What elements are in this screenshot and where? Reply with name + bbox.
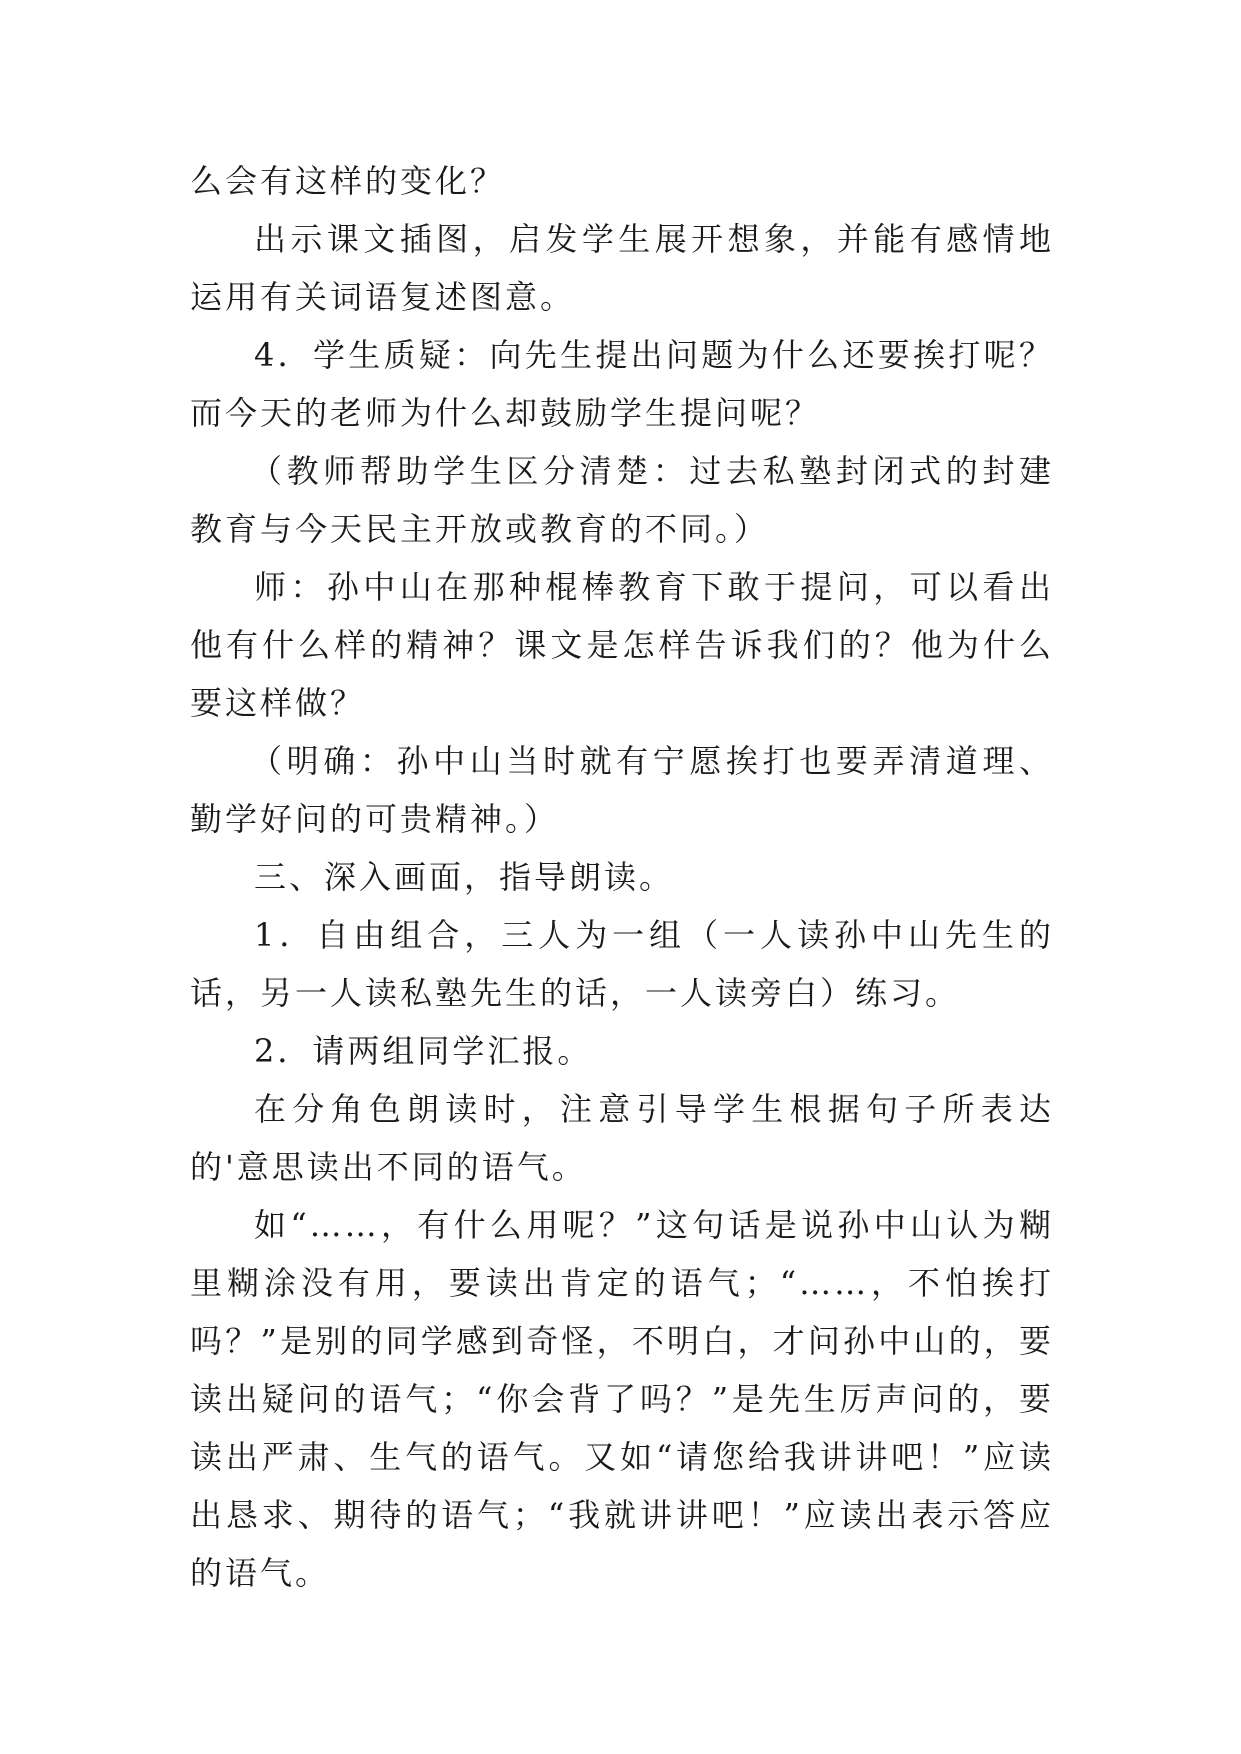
paragraph-role-reading: 在分角色朗读时，注意引导学生根据句子所表达的'意思读出不同的语气。 xyxy=(190,1090,1054,1186)
paragraph-tone-examples: 如“……，有什么用呢？”这句话是说孙中山认为糊里糊涂没有用，要读出肯定的语气；“……，不怕挨打吗？”是别的同学感到奇怪，不明白，才问孙中山的，要读出疑问的语气；“你会背了吗？”是先生厉声问的，要读出严肃、生气的语气。又如“请您给我讲讲吧！”应读出恳求、期待的语气；“我就讲讲吧！”应读出表示答应的语气。 xyxy=(190,1206,1054,1592)
paragraph-continuation: 么会有这样的变化？ xyxy=(190,162,506,200)
paragraph-teacher-question: 师：孙中山在那种棍棒教育下敢于提问，可以看出他有什么样的精神？课文是怎样告诉我们的？他为什么要这样做？ xyxy=(190,568,1054,722)
paragraph-step-2: 2．请两组同学汇报。 xyxy=(254,1032,593,1070)
paragraph-student-questions: 4．学生质疑：向先生提出问题为什么还要挨打呢？而今天的老师为什么却鼓励学生提问呢？ xyxy=(190,336,1054,432)
document-body xyxy=(190,152,1054,1602)
paragraph-illustration: 出示课文插图，启发学生展开想象，并能有感情地运用有关词语复述图意。 xyxy=(190,220,1054,316)
paragraph-clarification: （明确：孙中山当时就有宁愿挨打也要弄清道理、勤学好问的可贵精神。） xyxy=(190,742,1054,838)
paragraph-step-1: 1．自由组合，三人为一组（一人读孙中山先生的话，另一人读私塾先生的话，一人读旁白）练习。 xyxy=(190,916,1054,1012)
paragraph-teacher-note: （教师帮助学生区分清楚：过去私塾封闭式的封建教育与今天民主开放或教育的不同。） xyxy=(190,452,1054,548)
section-heading-reading: 三、深入画面，指导朗读。 xyxy=(254,858,675,896)
